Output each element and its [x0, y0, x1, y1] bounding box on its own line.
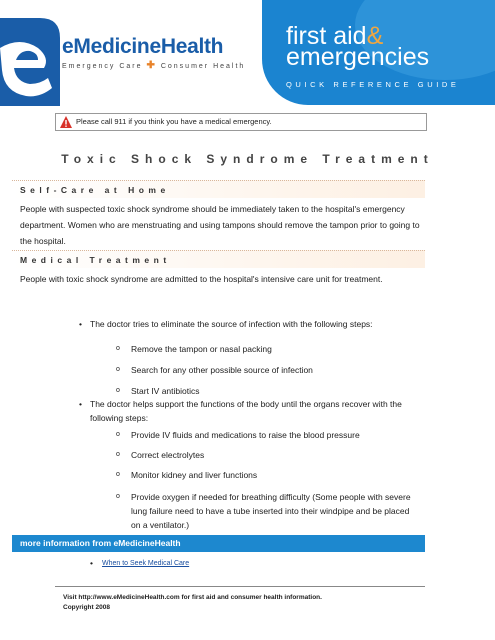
bullet-icon: • [90, 558, 93, 568]
list-item: o Start IV antibiotics [131, 384, 421, 398]
alert-text: Please call 911 if you think you have a medical emergency. [76, 117, 272, 126]
plus-icon: ✚ [146, 60, 157, 71]
medical-intro: People with toxic shock syndrome are admitted to the hospital's intensive care unit for treatment. [20, 274, 383, 284]
guide-banner [262, 0, 495, 105]
list-item: o Provide IV fluids and medications to raise the blood pressure [131, 428, 421, 442]
when-to-seek-care-link[interactable]: When to Seek Medical Care [102, 560, 190, 567]
footer-divider [55, 586, 425, 587]
more-info-heading: more information from eMedicineHealth [12, 535, 425, 552]
tagline-right: Consumer Health [160, 63, 246, 70]
footer [63, 593, 322, 613]
warning-icon [59, 115, 73, 129]
page-header [0, 0, 495, 105]
banner-title-line1: first aid [286, 22, 367, 50]
footer-copyright: Copyright 2008 [63, 604, 110, 611]
list-item: o Monitor kidney and liver functions [131, 468, 421, 482]
banner-title-line2: emergencies [286, 43, 430, 71]
emergency-alert [55, 113, 427, 131]
section-heading-self-care: Self-Care at Home [12, 180, 425, 198]
list-item: o Provide oxygen if needed for breathing difficulty (Some people with severe lung failure need to have a tube inserted into their windpipe and be placed on a ventilator.) [131, 490, 421, 532]
list-item: o Search for any other possible source of infection [131, 363, 421, 377]
brand [62, 36, 245, 71]
banner-title [286, 22, 430, 71]
list-item: o Correct electrolytes [131, 448, 421, 462]
emedicinehealth-logo-icon [0, 18, 62, 106]
self-care-text: People with suspected toxic shock syndrome should be immediately taken to the hospital's emergency department. Women who are menstruating and using tampons should remove the tampon prior to going to the hospital. [20, 204, 420, 246]
list-item: • The doctor tries to eliminate the source of infection with the following steps: [90, 317, 420, 331]
tagline-left: Emergency Care [62, 63, 143, 70]
page-title: Toxic Shock Syndrome Treatment [61, 152, 434, 166]
list-item: • The doctor helps support the functions of the body until the organs recover with the following steps: [90, 397, 420, 425]
list-item: o Remove the tampon or nasal packing [131, 342, 421, 356]
brand-tagline [62, 60, 245, 71]
banner-subtitle: QUICK REFERENCE GUIDE [286, 80, 460, 89]
banner-ampersand: & [366, 22, 384, 50]
footer-visit-text: Visit http://www.eMedicineHealth.com for first aid and consumer health information. [63, 594, 322, 601]
brand-name: eMedicineHealth [62, 35, 224, 58]
section-heading-medical: Medical Treatment [12, 250, 425, 268]
